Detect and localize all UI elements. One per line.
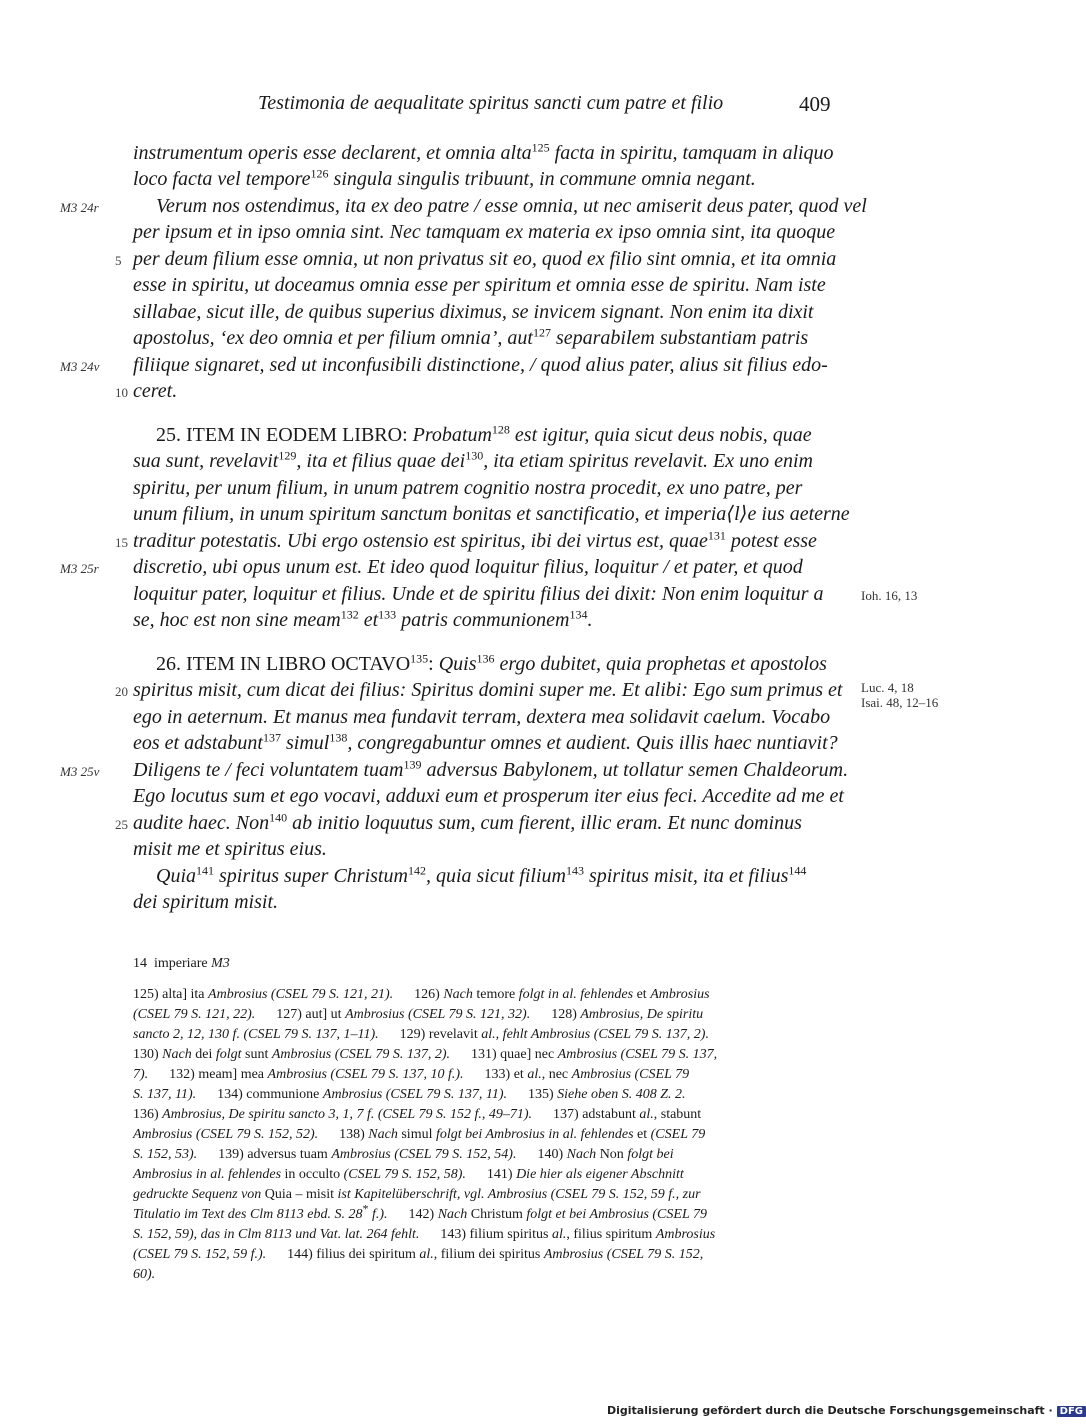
footnote-line [133, 1005, 833, 1025]
text-line [133, 448, 833, 474]
footnote-ref: 126 [310, 166, 329, 181]
footnote-span: 141) [465, 1167, 517, 1182]
text-line [156, 422, 833, 448]
footnote-line [133, 1085, 833, 1105]
footnote-line [133, 1145, 833, 1165]
footnote-span: Ambrosius (CSEL 79 [571, 1067, 690, 1082]
footnote-span: 133) et [463, 1067, 528, 1082]
footnote-span: * [362, 1201, 369, 1216]
footnote-span: Ambrosius (CSEL 79 S. 137, 10 f.). [267, 1067, 464, 1082]
footnote-span: Non [596, 1147, 628, 1162]
text-line [133, 140, 833, 166]
text-line [133, 501, 850, 527]
text-line [133, 704, 833, 730]
footnote-span: temore [472, 987, 519, 1002]
footnote-span: Ambrosius (CSEL 79 S. 121, 32). [345, 1007, 531, 1022]
footnote-span: al. [419, 1247, 434, 1262]
footnote-span: Quia – misit [261, 1187, 338, 1202]
text-line [133, 528, 833, 554]
footnote-span: , stabunt [653, 1107, 702, 1122]
text-span: et [358, 609, 379, 631]
text-line [133, 554, 833, 580]
text-span: ergo dubitet, quia prophetas et apostolos [494, 653, 827, 675]
footnote-ref: 128 [491, 422, 510, 437]
footnote-span: 60). [133, 1267, 156, 1282]
footnote-span: 7). [133, 1067, 149, 1082]
line-number: 5 [115, 253, 122, 268]
critical-apparatus [133, 956, 230, 972]
manuscript-folio-note: M3 24v [60, 359, 100, 374]
footnote-span: , nec [541, 1067, 572, 1082]
footnote-span: f.). [368, 1207, 388, 1222]
footnote-span: Christum [467, 1207, 527, 1222]
text-span: Verum nos ostendimus, ita ex deo patre / esse omnia, ut nec amiserit deus pater, quod vel [156, 195, 867, 217]
footnote-span: Ambrosius (CSEL 79 S. 137, 11). [322, 1087, 507, 1102]
text-span: sillabae, sicut ille, de quibus superius diximus, se invicem signant. Non enim ita dixit [133, 301, 814, 323]
text-span: spiritus misit, ita et filius [583, 865, 789, 887]
text-span: unum filium, in unum spiritum sanctum bonitas et sanctificatio, et imperia⟨l⟩e ius aeterne [133, 503, 850, 525]
bible-reference: Luc. 4, 18 [861, 680, 914, 695]
footnote-span: 140) [516, 1147, 567, 1162]
text-span: filiique signaret, sed ut inconfusibili distinctione, / quod alius pater, alius sit filius edo- [133, 354, 828, 376]
apparatus-line-number: 14 [133, 956, 147, 971]
text-span: spiritu, per unum filium, in unum patrem cognitio nostra procedit, ex uno patre, per [133, 477, 803, 499]
footnote-ref: 140 [269, 810, 288, 825]
text-line [133, 810, 833, 836]
footnote-span: dei [191, 1047, 216, 1062]
line-number: 20 [115, 684, 128, 699]
text-span: per deum filium esse omnia, ut non privatus sit eo, quod ex filio sint omnia, et ita omnia [133, 248, 837, 270]
footnote-ref: 131 [707, 528, 726, 543]
text-span: se, hoc est non sine meam [133, 609, 341, 631]
text-span: simul [281, 732, 330, 754]
footnote-span: Nach [368, 1127, 398, 1142]
footnote-span: folgt in al. fehlendes [518, 987, 634, 1002]
footnote-line [133, 1225, 833, 1245]
footnote-span: Ambrosius (CSEL 79 S. 152, 54). [331, 1147, 517, 1162]
footnote-span: 132) meam] mea [148, 1067, 268, 1082]
footnote-span: in occulto [281, 1167, 344, 1182]
footnote-span: folgt bei [627, 1147, 674, 1162]
text-line [133, 581, 833, 607]
text-span: , ita etiam spiritus revelavit. Ex uno enim [483, 450, 813, 472]
text-span: Probatum [412, 424, 492, 446]
text-line [133, 607, 833, 633]
text-span: misit me et spiritus eius. [133, 838, 327, 860]
text-span: singula singulis tribuunt, in commune omnia negant. [328, 168, 756, 190]
text-span: dei spiritum misit. [133, 891, 279, 913]
text-span: per ipsum et in ipso omnia sint. Nec tamquam ex materia ex ipso omnia sint, ita quoque [133, 221, 836, 243]
text-span: esse in spiritu, ut doceamus omnia esse per spiritum et omnia esse de spiritu. Nam iste [133, 274, 826, 296]
footnote-span: folgt [215, 1047, 242, 1062]
footnote-span: 144) filius dei spiritum [266, 1247, 420, 1262]
footnote-span: Ambrosius [655, 1227, 716, 1242]
line-number: 25 [115, 817, 128, 832]
footnote-span: al. [527, 1067, 542, 1082]
footnote-line [133, 1185, 833, 1205]
footnote-span: Ambrosius (CSEL 79 S. 152, [543, 1247, 704, 1262]
footnote-span: al., fehlt Ambrosius (CSEL 79 S. 137, 2). [481, 1027, 709, 1042]
manuscript-folio-note: M3 24r [60, 200, 99, 215]
text-line [156, 193, 867, 219]
footnote-span: al. [639, 1107, 654, 1122]
footnote-span: Ambrosius (CSEL 79 S. 137, 2). [271, 1047, 450, 1062]
text-line [133, 352, 833, 378]
footnote-line [133, 1201, 833, 1225]
footnote-span: (CSEL 79 S. 152, 58). [343, 1167, 466, 1182]
text-line [133, 272, 833, 298]
footnote-ref: 127 [532, 325, 551, 340]
text-line [133, 166, 833, 192]
footnote-span: 125) alta] ita [133, 987, 209, 1002]
footnote-ref: 142 [407, 863, 426, 878]
text-span: discretio, ubi opus unum est. Et ideo quod loquitur filius, loquitur / et pater, et quod [133, 556, 803, 578]
text-span: Diligens te / feci voluntatem tuam [133, 759, 404, 781]
text-span: facta in spiritu, tamquam in aliquo [549, 142, 834, 164]
text-span: adversus Babylonem, ut tollatur semen Chaldeorum. [421, 759, 849, 781]
text-line [133, 783, 844, 809]
manuscript-folio-note: M3 25v [60, 764, 100, 779]
footnote-span: 143) filium spiritus [419, 1227, 552, 1242]
footnote-line [133, 1045, 833, 1065]
footnote-span: Ambrosius (CSEL 79 S. 121, 21). [208, 987, 394, 1002]
text-span: spiritus super Christum [214, 865, 408, 887]
footnote-ref: 133 [378, 607, 397, 622]
section-heading: : [428, 653, 439, 675]
footnote-span: Ambrosius [650, 987, 710, 1002]
footnote-span: Nach [437, 1207, 468, 1222]
text-span: Ego locutus sum et ego vocavi, adduxi eum et prosperum iter eius feci. Accedite ad me et [133, 785, 844, 807]
footnote-span: 134) communione [196, 1087, 323, 1102]
text-line [133, 889, 833, 915]
footnote-span: Ambrosius, De spiritu [580, 1007, 704, 1022]
footnote-span: 128) [530, 1007, 581, 1022]
text-span: . [587, 609, 593, 631]
footnote-span: Ambrosius (CSEL 79 S. 137, [557, 1047, 718, 1062]
footnote-span: 138) [318, 1127, 369, 1142]
footnote-span: 127) aut] ut [255, 1007, 346, 1022]
footnote-span: 139) adversus tuam [197, 1147, 332, 1162]
footnote-span: Ambrosius, De spiritu sancto 3, 1, 7 f. (CSEL 79 S. 152 f., 49–71). [162, 1107, 533, 1122]
footnote-span: sancto 2, 12, 130 f. (CSEL 79 S. 137, 1–11). [133, 1027, 379, 1042]
text-span: Quia [156, 865, 196, 887]
footnote-ref: 135 [410, 651, 429, 666]
text-line [156, 651, 833, 677]
footnote-span: (CSEL 79 S. 121, 22). [133, 1007, 256, 1022]
footnote-ref: 136 [476, 651, 495, 666]
footnote-span: , filius spiritum [566, 1227, 656, 1242]
text-span: spiritus misit, cum dicat dei filius: Spiritus domini super me. Et alibi: Ego sum primus et [133, 679, 843, 701]
footnote-span: S. 137, 11). [133, 1087, 197, 1102]
footnote-span: Nach [566, 1147, 597, 1162]
footnote-span: et [633, 1127, 651, 1142]
text-span: ceret. [133, 380, 178, 402]
footnote-span: Ambrosius in al. fehlendes [133, 1167, 282, 1182]
footnote-ref: 129 [278, 448, 297, 463]
footnote-ref: 143 [565, 863, 584, 878]
text-span: ab initio loquutus sum, cum fierent, illic eram. Et nunc dominus [287, 812, 802, 834]
footnote-span: ist Kapitelüberschrift, vgl. Ambrosius (CSEL 79 S. 152, 59 f., zur [337, 1187, 701, 1202]
footnote-ref: 125 [531, 140, 550, 155]
footnote-span: 126) [393, 987, 444, 1002]
manuscript-folio-note: M3 25r [60, 561, 99, 576]
text-span: loquitur pater, loquitur et filius. Unde et de spiritu filius dei dixit: Non enim loquitur a [133, 583, 824, 605]
footnote-span: Nach [162, 1047, 192, 1062]
text-line [133, 475, 833, 501]
section-heading: 26. ITEM IN LIBRO OCTAVO [156, 653, 411, 675]
footnote-ref: 139 [403, 757, 422, 772]
footnote-span: sunt [241, 1047, 272, 1062]
footnote-line [133, 1025, 833, 1045]
footnote-span: simul [397, 1127, 436, 1142]
text-span: audite haec. Non [133, 812, 270, 834]
line-number: 10 [115, 385, 128, 400]
footnote-ref: 138 [329, 730, 348, 745]
footnote-line [133, 1105, 833, 1125]
footnote-span: , filium dei spiritus [433, 1247, 544, 1262]
footnote-ref: 130 [465, 448, 484, 463]
text-span: instrumentum operis esse declarent, et omnia alta [133, 142, 532, 164]
footnote-span: 136) [133, 1107, 163, 1122]
text-span: , ita et filius quae dei [296, 450, 466, 472]
footnote-span: 129) revelavit [378, 1027, 482, 1042]
text-line [133, 757, 849, 783]
footnote-ref: 137 [263, 730, 281, 745]
footnote-span: 142) [387, 1207, 438, 1222]
text-line [156, 863, 833, 889]
text-span: sua sunt, revelavit [133, 450, 279, 472]
footnote-span: (CSEL 79 [650, 1127, 706, 1142]
footnote-ref: 144 [788, 863, 807, 878]
footnote-line [133, 1125, 833, 1145]
text-span: traditur potestatis. Ubi ergo ostensio est spiritus, ibi dei virtus est, quae [133, 530, 708, 552]
footnote-span: Titulatio im Text des Clm 8113 ebd. S. 28 [133, 1207, 363, 1222]
footnote-span: al. [551, 1227, 567, 1242]
footnote-span: S. 152, 53). [133, 1147, 198, 1162]
text-line [133, 730, 838, 756]
footnote-span: et [633, 987, 651, 1002]
footnote-span: 130) [133, 1047, 163, 1062]
section-heading: 25. ITEM IN EODEM LIBRO: [156, 424, 413, 446]
line-number: 15 [115, 535, 128, 550]
footnote-span: S. 152, 59), das in Clm 8113 und Vat. lat. 264 fehlt. [133, 1227, 420, 1242]
footnote-span: Siehe oben S. 408 Z. 2. [557, 1087, 686, 1102]
footnote-line [133, 985, 833, 1005]
text-span: loco facta vel tempore [133, 168, 311, 190]
footnote-line [133, 1245, 833, 1265]
apparatus-variant: imperiare [154, 956, 208, 971]
footnote-span: 137) adstabunt [532, 1107, 640, 1122]
footnote-ref: 134 [569, 607, 588, 622]
text-line [133, 299, 833, 325]
text-span: ego in aeternum. Et manus mea fundavit terram, dextera mea solidavit caelum. Vocabo [133, 706, 831, 728]
footnote-span: Die hier als eigener Abschnitt [516, 1167, 684, 1182]
text-span: , quia sicut filium [425, 865, 566, 887]
text-line [133, 246, 837, 272]
footnote-span: 131) quae] nec [449, 1047, 558, 1062]
digitization-credit [607, 1404, 1086, 1417]
text-line [133, 677, 843, 703]
text-line [133, 378, 833, 404]
footnote-span: folgt et bei Ambrosius (CSEL 79 [526, 1207, 707, 1222]
footnote-ref: 141 [196, 863, 214, 878]
apparatus-siglum: M3 [211, 956, 230, 971]
footnote-span: Nach [443, 987, 473, 1002]
text-span: potest esse [725, 530, 817, 552]
footnote-span: gedruckte Sequenz von [133, 1187, 262, 1202]
text-line [133, 219, 836, 245]
footnote-span: Ambrosius (CSEL 79 S. 152, 52). [133, 1127, 319, 1142]
credit-text: Digitalisierung gefördert durch die Deutsche Forschungsgemeinschaft · [607, 1404, 1053, 1417]
text-span: , congregabuntur omnes et audient. Quis illis haec nuntiavit? [347, 732, 838, 754]
footnote-line [133, 1265, 833, 1285]
footnote-line [133, 1065, 833, 1085]
text-span: est igitur, quia sicut deus nobis, quae [509, 424, 812, 446]
text-line [133, 836, 833, 862]
footnote-span: 135) [506, 1087, 558, 1102]
footnote-span: (CSEL 79 S. 152, 59 f.). [133, 1247, 267, 1262]
dfg-logo: DFG [1057, 1406, 1086, 1417]
running-head-title: Testimonia de aequalitate spiritus sancti cum patre et filio [258, 92, 724, 114]
footnote-span: folgt bei Ambrosius in al. fehlendes [435, 1127, 634, 1142]
footnote-ref: 132 [340, 607, 359, 622]
text-line [133, 325, 833, 351]
bible-reference: Isai. 48, 12–16 [861, 695, 939, 710]
text-span: apostolus, ‘ex deo omnia et per filium omnia’, aut [133, 327, 533, 349]
text-span: Quis [438, 653, 477, 675]
text-span: separabilem substantiam patris [550, 327, 809, 349]
page-number: 409 [799, 92, 831, 116]
text-span: patris communionem [396, 609, 570, 631]
bible-reference: Ioh. 16, 13 [861, 588, 918, 603]
text-span: eos et adstabunt [133, 732, 263, 754]
footnote-line [133, 1165, 833, 1185]
